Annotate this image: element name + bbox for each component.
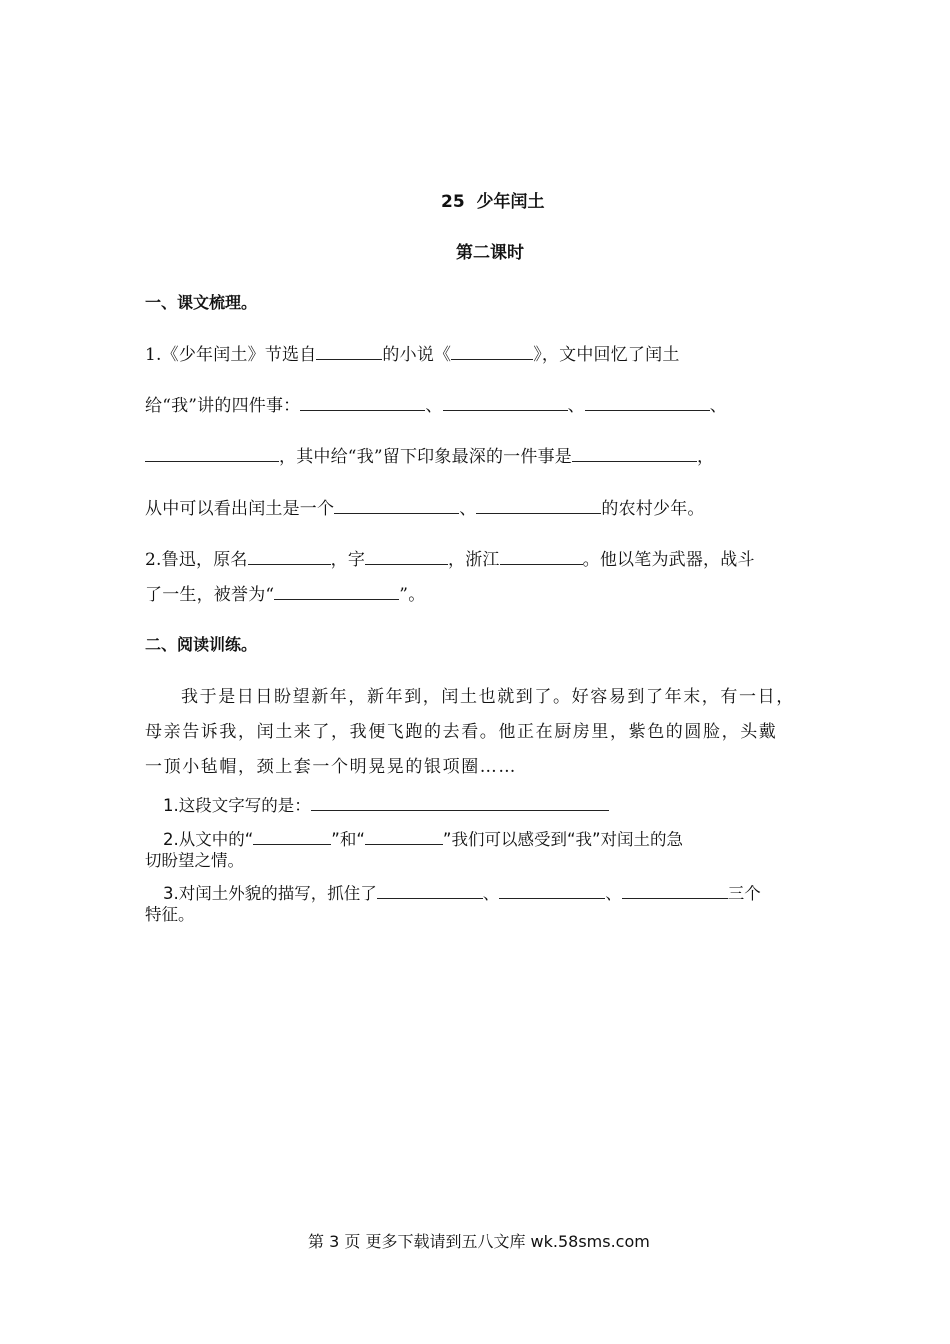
reading-q3-text: 3.对闰土外貌的描写，抓住了 xyxy=(163,884,377,903)
answer-blank[interactable] xyxy=(311,796,609,811)
q2-text: 2.鲁迅，原名 xyxy=(145,550,248,570)
answer-blank[interactable] xyxy=(365,550,448,565)
section1-heading: 一、课文梳理。 xyxy=(145,293,258,312)
answer-blank[interactable] xyxy=(443,396,568,411)
answer-blank[interactable] xyxy=(585,396,710,411)
reading-q2-text: ”我们可以感受到“我”对闰土的急 xyxy=(442,830,684,849)
reading-q2-cont: 切盼望之情。 xyxy=(145,851,244,870)
answer-blank[interactable] xyxy=(145,447,279,462)
q1-text: 的农村少年。 xyxy=(601,499,705,519)
q1-text: 1.《少年闰土》节选自 xyxy=(145,345,317,365)
separator: 、 xyxy=(459,499,477,519)
answer-blank[interactable] xyxy=(334,499,459,514)
q1-text: ，其中给“我”留下印象最深的一件事是 xyxy=(279,447,572,467)
q2-text: ，浙江 xyxy=(448,550,500,570)
q2-line1 xyxy=(145,545,755,570)
q2-text: ，字 xyxy=(330,550,366,570)
answer-blank[interactable] xyxy=(451,345,533,360)
passage-line: 我于是日日盼望新年，新年到，闰土也就到了。好容易到了年末，有一日， xyxy=(181,687,795,707)
lesson-title: 25 少年闰土 xyxy=(441,192,545,212)
answer-blank[interactable] xyxy=(274,585,399,600)
answer-blank[interactable] xyxy=(499,884,605,899)
q1-line1 xyxy=(145,340,680,365)
q1-line4 xyxy=(145,494,705,519)
q1-text: 从中可以看出闰土是一个 xyxy=(145,499,335,519)
separator: 、 xyxy=(425,396,443,416)
q2-text: 。他以笔为武器，战斗 xyxy=(582,550,755,570)
q2-line2 xyxy=(145,580,425,605)
reading-q3-text: 三个 xyxy=(727,884,761,903)
separator: 、 xyxy=(482,884,500,903)
reading-q3 xyxy=(163,880,761,904)
reading-q3-cont: 特征。 xyxy=(145,905,195,924)
page-footer: 第 3 页 更多下载请到五八文库 wk.58sms.com xyxy=(308,1232,650,1251)
answer-blank[interactable] xyxy=(365,830,443,845)
q2-text: ”。 xyxy=(399,585,426,605)
passage-line: 一顶小毡帽，颈上套一个明晃晃的银项圈…… xyxy=(145,757,517,777)
q1-line2 xyxy=(145,391,727,416)
answer-blank[interactable] xyxy=(300,396,425,411)
answer-blank[interactable] xyxy=(476,499,601,514)
separator: 、 xyxy=(567,396,585,416)
q1-text: 给“我”讲的四件事： xyxy=(145,396,301,416)
reading-q2-text: ”和“ xyxy=(331,830,365,849)
answer-blank[interactable] xyxy=(622,884,728,899)
answer-blank[interactable] xyxy=(500,550,583,565)
separator: 、 xyxy=(605,884,622,903)
separator: 、 xyxy=(709,396,727,416)
q1-text: 》，文中回忆了闰土 xyxy=(533,345,680,365)
answer-blank[interactable] xyxy=(572,447,697,462)
reading-q1 xyxy=(163,792,609,816)
answer-blank[interactable] xyxy=(253,830,331,845)
answer-blank[interactable] xyxy=(248,550,331,565)
reading-q1-text: 1.这段文字写的是： xyxy=(163,796,311,815)
lesson-subtitle: 第二课时 xyxy=(456,243,524,263)
section2-heading: 二、阅读训练。 xyxy=(145,635,258,654)
answer-blank[interactable] xyxy=(316,345,382,360)
passage-line: 母亲告诉我，闰土来了，我便飞跑的去看。他正在厨房里，紫色的圆脸，头戴 xyxy=(145,722,778,742)
answer-blank[interactable] xyxy=(377,884,483,899)
q1-text: 的小说《 xyxy=(382,345,452,365)
q1-text: ， xyxy=(696,447,715,467)
q1-line3 xyxy=(145,442,714,467)
q2-text: 了一生，被誉为“ xyxy=(145,585,275,605)
reading-q2-text: 2.从文中的“ xyxy=(163,830,254,849)
